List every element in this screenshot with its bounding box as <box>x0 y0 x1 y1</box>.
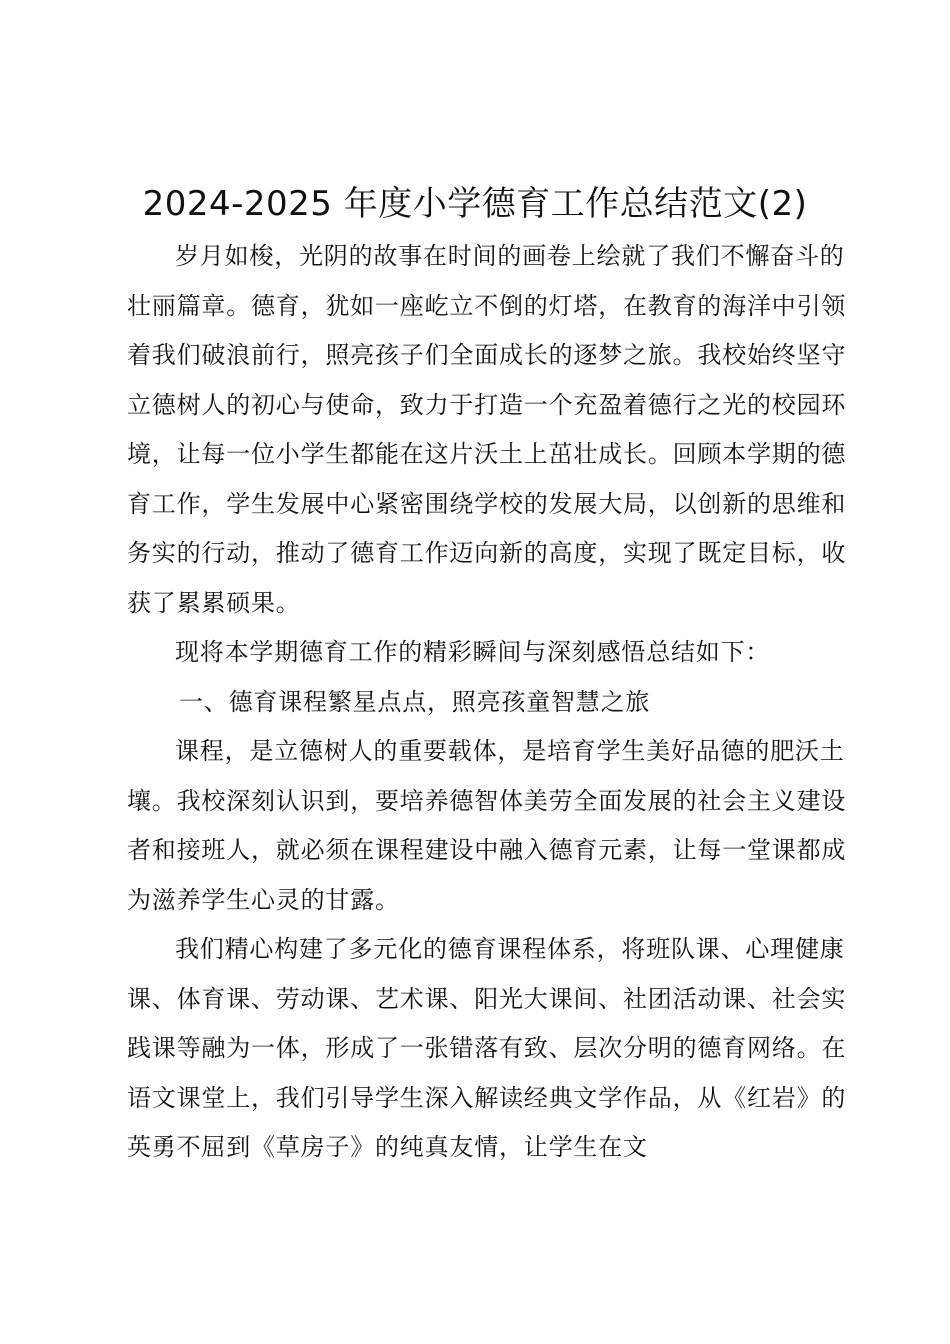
paragraph-intro: 岁月如梭，光阴的故事在时间的画卷上绘就了我们不懈奋斗的壮丽篇章。德育，犹如一座屹立不倒的灯塔，在教育的海洋中引领着我们破浪前行，照亮孩子们全面成长的逐梦之旅。我校始终坚守立德树人的初心与使命，致力于打造一个充盈着德行之光的校园环境，让每一位小学生都能在这片沃土上茁壮成长。回顾本学期的德育工作，学生发展中心紧密围绕学校的发展大局，以创新的思维和务实的行动，推动了德育工作迈向新的高度，实现了既定目标，收获了累累硕果。 <box>127 242 847 617</box>
paragraph-curriculum-system: 我们精心构建了多元化的德育课程体系，将班队课、心理健康课、体育课、劳动课、艺术课、阳光大课间、社团活动课、社会实践课等融为一体，形成了一张错落有致、层次分明的德育网络。在语文课堂上，我们引导学生深入解读经典文学作品，从《红岩》的英勇不屈到《草房子》的纯真友情，让学生在文 <box>127 935 847 1161</box>
paragraph-curriculum: 课程，是立德树人的重要载体，是培育学生美好品德的肥沃土壤。我校深刻认识到，要培养德智体美劳全面发展的社会主义建设者和接班人，就必须在课程建设中融入德育元素，让每一堂课都成为滋养学生心灵的甘露。 <box>127 737 847 914</box>
paragraph-summary-lead: 现将本学期德育工作的精彩瞬间与深刻感悟总结如下： <box>175 638 771 666</box>
document-title: 2024-2025 年度小学德育工作总结范文(2) <box>142 184 808 224</box>
document-body <box>127 232 847 1173</box>
section-heading-1: 一、德育课程繁星点点，照亮孩童智慧之旅 <box>179 687 651 716</box>
